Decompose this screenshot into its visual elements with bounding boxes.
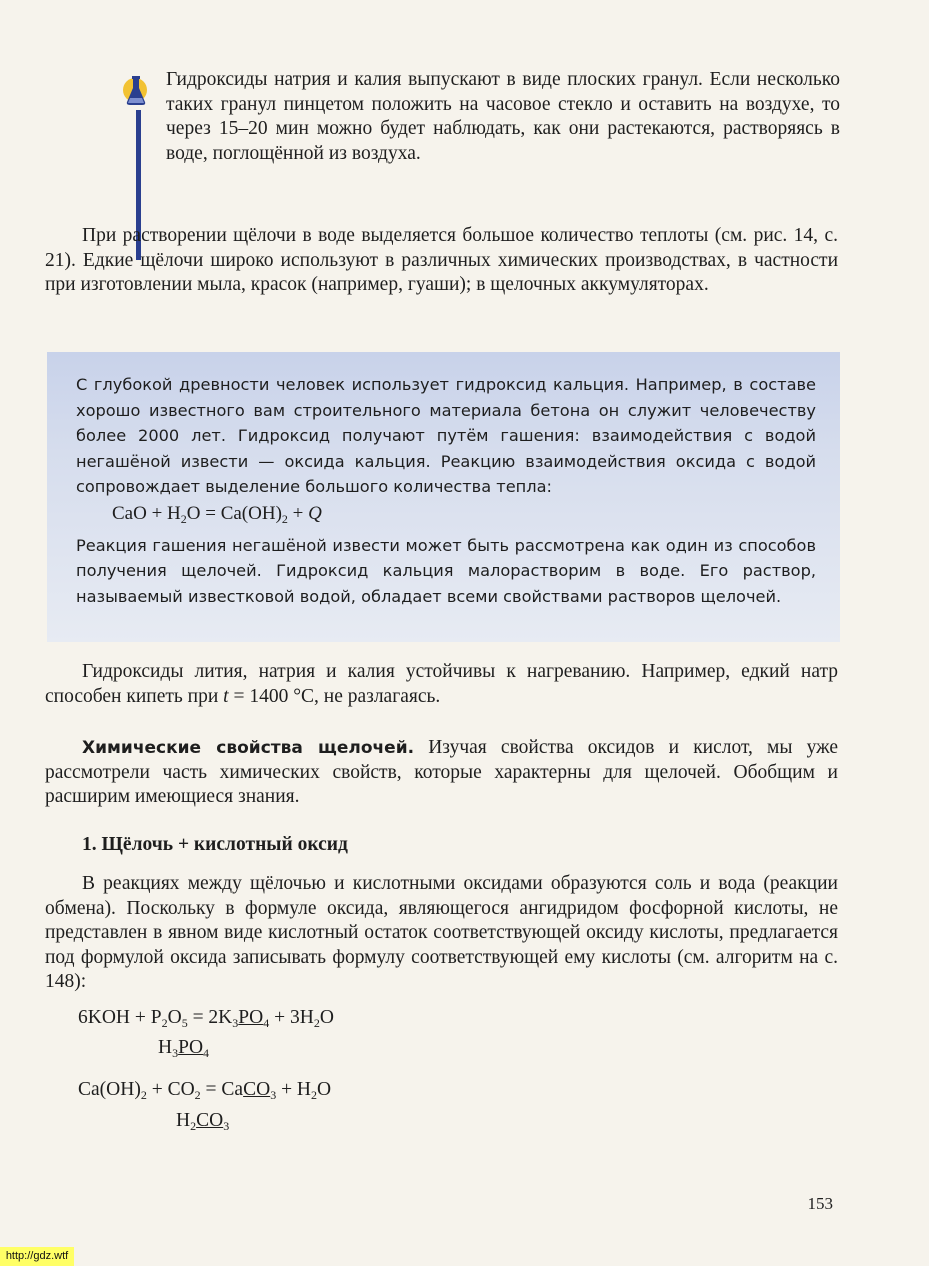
info-box-text-2: Реакция гашения негашёной извести может быть рассмотрена как один из способов получения щелочей. Гидроксид кальция малорастворим в воде. Его раствор, называемый известковой водой, обладает всеми свойствами растворов щелочей. <box>76 535 816 606</box>
equation-h2co3: $H_2CO_3$ <box>176 1110 230 1133</box>
info-box-calcium-hydroxide <box>47 352 840 642</box>
note-text: Гидроксиды натрия и калия выпускают в виде плоских гранул. Если несколько таких гранул пинцетом положить на часовое стекло и оставить на воздухе, то через 15–20 мин можно будет наблюдать, как они растекаются, растворяясь в воде, поглощённой из воздуха. <box>166 69 840 164</box>
equation-caoh2-co2: $Ca(OH)_2 + CO_2$ = CaCO$_3$ + $H_2O$ <box>78 1079 332 1102</box>
equation-h3po4: $H_3PO_4$ <box>158 1037 210 1060</box>
page-number: 153 <box>807 1194 833 1213</box>
flask-icon <box>122 72 152 112</box>
formula-cao-water: CaO + $H_2O = Ca(OH)_2 + Q$ <box>112 502 322 526</box>
subheading-alkali-acid-oxide: 1. Щёлочь + кислотный оксид <box>82 834 348 855</box>
paragraph-hydroxide-stability: Гидроксиды лития, натрия и калия устойчивы к нагреванию. Например, едкий натр способен кипеть при t = 1400 °С, не разлагаясь. <box>45 661 838 707</box>
paragraph-alkali-heat: При растворении щёлочи в воде выделяется большое количество теплоты (см. рис. 14, с. 21). Едкие щёлочи широко используют в различных химических производствах, в частности при изготовлении мыла, красок (например, гуаши); в щелочных аккумуляторах. <box>45 225 838 295</box>
paragraph-reactions: В реакциях между щёлочью и кислотными оксидами образуются соль и вода (реакции обмена). Поскольку в формуле оксида, являющегося ангидридом фосфорной кислоты, не представлен в явном виде кислотный остаток соответствующей оксиду кислоты, предлагается под формулой оксида записывать формулу соответствующей ему кислоты (см. алгоритм на с. 148): <box>45 873 838 992</box>
paragraph-chemical-properties: Химические свойства щелочей. Изучая свойства оксидов и кислот, мы уже рассмотрели часть химических свойств, которые характерны для щелочей. Обобщим и расширим имеющиеся знания. <box>45 737 839 807</box>
equation-koh-p2o5: $6KOH + P_2O_5 = 2K_3PO_4 + 3H_2O$ <box>78 1007 334 1030</box>
section-title: Химические свойства щелочей. <box>82 738 415 758</box>
info-box-text-1: С глубокой древности человек использует гидроксид кальция. Например, в составе хорошо известного вам строительного материала бетона он служит человечеству более 2000 лет. Гидроксид получают путём гашения: взаимодействия с водой негашёной извести — оксида кальция. Реакцию взаимодействия оксида с водой сопровождает выделение большого количества тепла: <box>76 375 816 496</box>
watermark-link[interactable]: http://gdz.wtf <box>0 1247 74 1266</box>
note-block <box>128 68 840 166</box>
